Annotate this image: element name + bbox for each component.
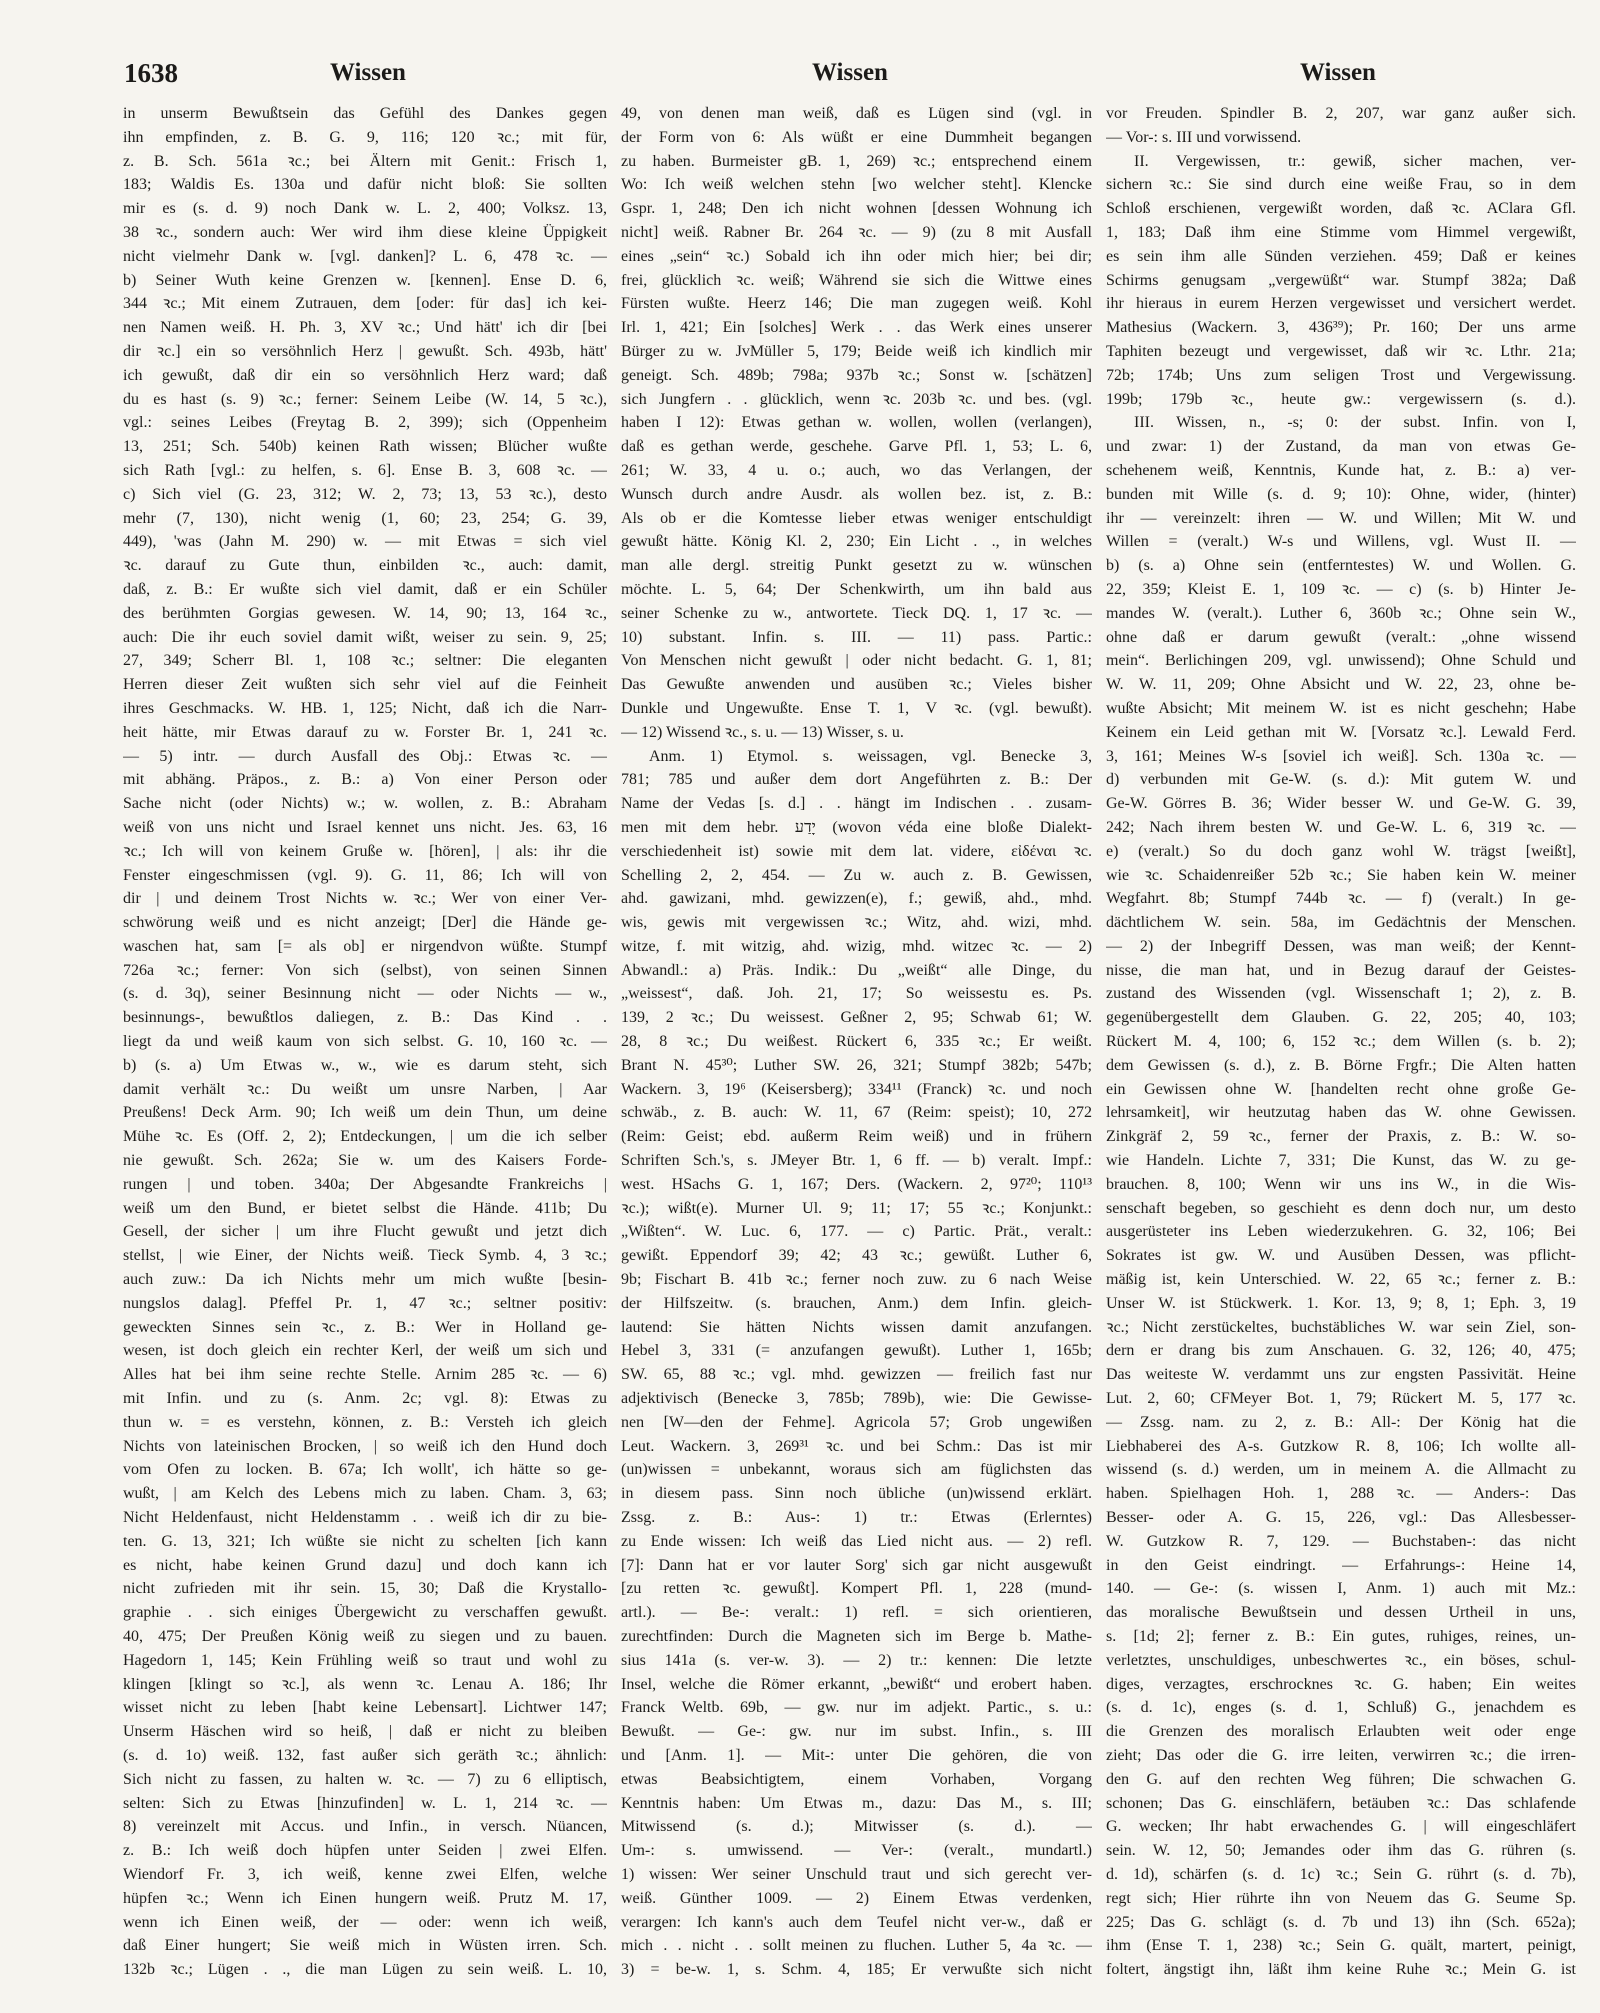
text-line: es sein ihm alle Sünden verziehen. 459; Daß er keines xyxy=(1106,247,1576,265)
text-line: 10) substant. Infin. s. III. — 11) pass. Partic.: xyxy=(621,628,1092,646)
text-line: Wegfahrt. 8b; Stumpf 744b ꝛc. — f) (veralt.) In ge- xyxy=(1106,890,1576,908)
text-line: Von Menschen nicht gewußt | oder nicht bedacht. G. 1, 81; xyxy=(621,652,1092,670)
text-line: witze, f. mit witzig, ahd. wizig, mhd. witzec ꝛc. — 2) xyxy=(621,937,1092,955)
text-line: 49, von denen man weiß, daß es Lügen sind (vgl. in xyxy=(621,105,1092,122)
text-line: du es hast (s. 9) ꝛc.; ferner: Seinem Leibe (W. 14, 5 ꝛc.), xyxy=(123,390,607,408)
page-number: 1638 xyxy=(124,58,178,88)
text-line: 22, 359; Kleist E. 1, 109 ꝛc. — c) (s. b) Hinter Je- xyxy=(1106,580,1576,598)
text-line: (Reim: Geist; ebd. außerm Reim weiß) und in frühern xyxy=(621,1128,1092,1146)
text-line: — Zssg. nam. zu 2, z. B.: All-: Der König hat die xyxy=(1106,1413,1576,1431)
text-line: nicht vielmehr Dank w. [vgl. danken]? L. 6, 478 ꝛc. — xyxy=(123,247,607,265)
text-line: (s. d. 1o) weiß. 132, fast außer sich geräth ꝛc.; ähnlich: xyxy=(123,1746,607,1764)
text-line: Gspr. 1, 248; Den ich nicht wohnen [dessen Wohnung ich xyxy=(621,200,1092,218)
text-line: verschiedenheit ist) sowie mit dem lat. videre, εἰδέναι ꝛc. xyxy=(621,842,1092,860)
text-line: Herren dieser Zeit wußten sich sehr viel auf die Feinheit xyxy=(123,676,607,694)
text-line: Sich nicht zu fassen, zu halten w. ꝛc. — 7) zu 6 elliptisch, xyxy=(123,1770,607,1788)
text-line: vgl.: seines Leibes (Freytag B. 2, 399); sich (Oppenheim xyxy=(123,414,607,432)
text-line: Wo: Ich weiß welchen stehn [wo welcher steht]. Klencke xyxy=(621,176,1092,194)
text-line: foltert, ängstigt ihn, läßt ihm keine Ruhe ꝛc.; Mein G. ist xyxy=(1106,1961,1576,1979)
text-line: gewißt. Eppendorf 39; 42; 43 ꝛc.; gewüßt. Luther 6, xyxy=(621,1247,1092,1265)
text-line: Als ob er die Komtesse lieber etwas weniger entschuldigt xyxy=(621,509,1092,527)
text-line: in unserm Bewußtsein das Gefühl des Dankes gegen xyxy=(123,105,607,122)
text-line: daß es gethan werde, geschehe. Garve Pfl. 1, 53; L. 6, xyxy=(621,438,1092,456)
text-line: d) verbunden mit Ge-W. (s. d.): Mit gutem W. und xyxy=(1106,771,1576,789)
text-line: mäßig ist, kein Unterschied. W. 22, 65 ꝛc.; ferner z. B.: xyxy=(1106,1271,1576,1289)
text-line: lehrsamkeit], wir heutzutag haben das W. ohne Gewissen. xyxy=(1106,1104,1576,1122)
text-line: Fürsten wußte. Heerz 146; Die man zugegen weiß. Kohl xyxy=(621,295,1092,313)
text-line: Mühe ꝛc. Es (Off. 2, 2); Entdeckungen, | um die ich selber xyxy=(123,1128,607,1146)
text-line: sein. W. 12, 50; Jemandes oder ihm das G. rühren (s. xyxy=(1106,1842,1576,1860)
text-line: daß Einer hungert; Sie weiß mich in Wüsten irren. Sch. xyxy=(123,1937,607,1955)
text-line: zieht; Das oder die G. irre leiten, verwirren ꝛc.; die irren- xyxy=(1106,1746,1576,1764)
text-line: schwörung weiß und es nicht anzeigt; [Der] die Hände ge- xyxy=(123,914,607,932)
text-line: Mitwissend (s. d.); Mitwisser (s. d.). — xyxy=(621,1818,1092,1836)
text-line: Zssg. z. B.: Aus-: 1) tr.: Etwas (Erlerntes) xyxy=(621,1509,1092,1527)
text-line: — Vor-: s. III und vorwissend. xyxy=(1106,128,1302,146)
text-line: Leut. Wackern. 3, 269³¹ ꝛc. und bei Schm.: Das ist mir xyxy=(621,1437,1092,1455)
text-line: ahd. gawizani, mhd. gewizzen(e), f.; gewiß, ahd., mhd. xyxy=(621,890,1092,908)
text-line: 1) wissen: Wer seiner Unschuld traut und sich gerecht ver- xyxy=(621,1865,1092,1883)
text-line: ihr — vereinzelt: ihren — W. und Willen; Mit W. und xyxy=(1106,509,1576,527)
text-line: Ge-W. Görres B. 36; Wider besser W. und Ge-W. G. 39, xyxy=(1106,795,1576,813)
text-line: liegt da und weiß kaum von sich selbst. G. 10, 160 ꝛc. — xyxy=(123,1033,607,1051)
text-line: den G. auf den rechten Weg führen; Die schwachen G. xyxy=(1106,1770,1576,1788)
text-line: Taphiten bezeugt und vergewisset, daß wir ꝛc. Lthr. 21a; xyxy=(1106,342,1576,360)
text-line: geneigt. Sch. 489b; 798a; 937b ꝛc.; Sonst w. [schätzen] xyxy=(621,366,1092,384)
text-line: wenn ich Einen weiß, der — oder: wenn ich weiß, xyxy=(123,1913,607,1931)
text-line: Name der Vedas [s. d.] . . hängt im Indischen . . zusam- xyxy=(621,795,1092,813)
text-line: schwäb., z. B. auch: W. 11, 67 (Reim: speist); 10, 272 xyxy=(621,1104,1092,1122)
text-line: — 2) der Inbegriff Dessen, was man weiß; der Kennt- xyxy=(1106,937,1576,955)
text-line: Preußens! Deck Arm. 90; Ich weiß um dein Thun, um deine xyxy=(123,1104,607,1122)
text-line: 38 ꝛc., sondern auch: Wer wird ihm diese kleine Üppigkeit xyxy=(123,223,607,241)
text-line: Fenster eingeschmissen (vgl. 9). G. 11, 86; Ich will von xyxy=(123,866,607,884)
text-line: 199b; 179b ꝛc., heute gw.: vergewissern (s. d.). xyxy=(1106,390,1576,408)
text-line: nungslos dalag]. Pfeffel Pr. 1, 47 ꝛc.; seltner positiv: xyxy=(123,1294,607,1312)
text-line: sichern ꝛc.: Sie sind durch eine weiße Frau, so in dem xyxy=(1106,176,1576,194)
text-line: und zwar: 1) der Zustand, da man von etwas Ge- xyxy=(1106,438,1576,456)
text-line: mit abhäng. Präpos., z. B.: a) Von einer Person oder xyxy=(123,771,607,789)
text-line: daß, z. B.: Er wußte sich viel damit, daß er ein Schüler xyxy=(123,580,607,598)
text-line: z. B. Sch. 561a ꝛc.; bei Ältern mit Genit.: Frisch 1, xyxy=(123,152,607,170)
text-line: regt sich; Hier rührte ihn von Neuem das G. Seume Sp. xyxy=(1106,1889,1576,1907)
text-line: Hebel 3, 331 (= anzufangen gewußt). Luther 1, 165b; xyxy=(621,1342,1092,1360)
text-column-middle xyxy=(621,102,1092,1982)
text-line: wis, gewis mit vergewissen ꝛc.; Witz, ahd. wizi, mhd. xyxy=(621,914,1092,932)
text-line: Schloß erschienen, vergewißt worden, daß ꝛc. AClara Gfl. xyxy=(1106,200,1576,218)
text-line: 183; Waldis Es. 130a und dafür nicht bloß: Sie sollten xyxy=(123,176,607,194)
text-line: III. Wissen, n., -s; 0: der subst. Infin. von I, xyxy=(1134,414,1576,432)
text-line: schehenem weiß, Kenntnis, Kunde hat, z. B.: a) ver- xyxy=(1106,461,1576,479)
text-line: frei, glücklich ꝛc. weiß; Während sie sich die Wittwe eines xyxy=(621,271,1092,289)
text-line: klingen [klingt so ꝛc.], als wenn ꝛc. Lenau A. 186; Ihr xyxy=(123,1675,607,1693)
text-line: Lut. 2, 60; CFMeyer Bot. 1, 79; Rückert M. 5, 177 ꝛc. xyxy=(1106,1390,1576,1408)
text-line: ꝛc.; Nicht zerstückeltes, buchstäbliches W. war sein Ziel, son- xyxy=(1106,1318,1576,1336)
text-line: ich gewußt, daß dir ein so versöhnlich Herz ward; daß xyxy=(123,366,607,384)
text-line: zurechtfinden: Durch die Magneten sich im Berge b. Mathe- xyxy=(621,1628,1092,1645)
text-line: Wunsch durch andre Ausdr. als wollen bez. ist, z. B.: xyxy=(621,485,1092,503)
text-line: Unser W. ist Stückwerk. 1. Kor. 13, 9; 8, 1; Eph. 3, 19 xyxy=(1106,1294,1576,1312)
text-line: hüpfen ꝛc.; Wenn ich Einen hungern weiß. Prutz M. 17, xyxy=(123,1889,607,1907)
text-line: dächtlichem W. sein. 58a, im Gedächtnis der Menschen. xyxy=(1106,914,1576,932)
text-line: zu haben. Burmeister gB. 1, 269) ꝛc.; entsprechend einem xyxy=(621,152,1092,170)
text-line: haben. Spielhagen Hoh. 1, 288 ꝛc. — Anders-: Das xyxy=(1106,1485,1576,1503)
text-line: — 5) intr. — durch Ausfall des Obj.: Etwas ꝛc. — xyxy=(123,747,607,765)
text-line: nie gewußt. Sch. 262a; Sie w. um des Kaisers Forde- xyxy=(123,1152,607,1170)
text-line: vor Freuden. Spindler B. 2, 207, war ganz außer sich. xyxy=(1106,105,1576,122)
text-line: sich Jungfern . . glücklich, wenn ꝛc. 203b ꝛc. und bes. (vgl. xyxy=(621,390,1092,408)
text-line: mich . . nicht . . sollt meinen zu fluchen. Luther 5, 4a ꝛc. — xyxy=(621,1937,1092,1955)
text-line: wissend (s. d.) werden, um in meinem A. die Allmacht zu xyxy=(1106,1461,1576,1479)
text-line: „Wißten“. W. Luc. 6, 177. — c) Partic. Prät., veralt.: xyxy=(621,1223,1092,1241)
text-line: Besser- oder A. G. 15, 226, vgl.: Das Allesbesser- xyxy=(1106,1509,1576,1527)
text-line: Wackern. 3, 19⁶ (Keisersberg); 334¹¹ (Franck) ꝛc. und noch xyxy=(621,1080,1092,1098)
text-line: nen Namen weiß. H. Ph. 3, XV ꝛc.; Und hätt' ich dir [bei xyxy=(123,319,607,337)
text-line: etwas Beabsichtigtem, einem Vorhaben, Vorgang xyxy=(621,1770,1092,1788)
text-line: W. Gutzkow R. 7, 129. — Buchstaben-: das nicht xyxy=(1106,1532,1576,1550)
text-line: brauchen. 8, 100; Wenn wir uns ins W., in die Wis- xyxy=(1106,1175,1576,1193)
text-line: Schirms genugsam „vergewüßt“ war. Stumpf 382a; Daß xyxy=(1106,271,1576,289)
text-line: verletztes, unschuldiges, unbeschwertes ꝛc., ein böses, schul- xyxy=(1106,1651,1576,1669)
text-line: dir ꝛc.] ein so versöhnlich Herz | gewußt. Sch. 493b, hätt' xyxy=(123,342,607,360)
text-line: wußte Absicht; Mit meinem W. ist es nicht geschehn; Habe xyxy=(1106,699,1576,717)
text-line: Abwandl.: a) Präs. Indik.: Du „weißt“ alle Dinge, du xyxy=(621,961,1092,979)
text-line: zustand des Wissenden (vgl. Wissenschaft 1; 2), z. B. xyxy=(1106,985,1576,1003)
text-line: Franck Weltb. 69b, — gw. nur im adjekt. Partic., s. u.: xyxy=(621,1699,1092,1717)
text-line: besinnungs-, bewußtlos daliegen, z. B.: Das Kind . . xyxy=(123,1009,607,1027)
text-line: (s. d. 3q), seiner Besinnung nicht — oder Nichts — w., xyxy=(123,985,607,1003)
text-line: mandes W. (veralt.). Luther 6, 360b ꝛc.; Ohne sein W., xyxy=(1106,604,1576,622)
text-line: 72b; 174b; Uns zum seligen Trost und Vergewissung. xyxy=(1106,366,1576,384)
text-line: west. HSachs G. 1, 167; Ders. (Wackern. 2, 97²⁰; 110¹³ xyxy=(621,1175,1092,1193)
text-line: 781; 785 und außer dem dort Angeführten z. B.: Der xyxy=(621,771,1092,789)
text-line: eines „sein“ ꝛc.) Sobald ich ihn oder mich hier; bei dir; xyxy=(621,247,1092,265)
text-line: b) (s. a) Ohne sein (entferntestes) W. und Wollen. G. xyxy=(1106,557,1576,575)
text-line: wesen, ist doch gleich ein rechter Kerl, der weiß um sich und xyxy=(123,1342,607,1360)
text-line: Wiendorf Fr. 3, ich weiß, kenne zwei Elfen, welche xyxy=(123,1865,607,1883)
text-line: graphie . . sich einiges Übergewicht zu verschaffen gewußt. xyxy=(123,1604,607,1622)
text-line: in diesem pass. Sinn noch übliche (un)wissend erklärt. xyxy=(621,1485,1092,1503)
text-line: Dunkle und Ungewußte. Ense T. 1, V ꝛc. (vgl. bewußt). xyxy=(621,699,1092,717)
text-line: ausgerüsteter ins Leben wiederzukehren. G. 32, 106; Bei xyxy=(1106,1223,1576,1241)
text-line: waschen hat, sam [= als ob] er nirgendvon wüßte. Stumpf xyxy=(123,937,607,955)
running-head-left: Wissen xyxy=(330,59,406,86)
text-column-right xyxy=(1106,102,1576,1982)
text-line: gewußt hätte. König Kl. 2, 230; Ein Licht . ., in welches xyxy=(621,533,1092,551)
text-line: 344 ꝛc.; Mit einem Zutrauen, dem [oder: für das] ich kei- xyxy=(123,295,607,313)
text-line: (s. d. 1c), enges (s. d. 1, Schluß) G., jenachdem es xyxy=(1106,1699,1576,1717)
text-line: 27, 349; Scherr Bl. 1, 108 ꝛc.; seltner: Die eleganten xyxy=(123,652,607,670)
text-line: sich Rath [vgl.: zu helfen, s. 6]. Ense B. 3, 608 ꝛc. — xyxy=(123,461,607,479)
text-line: Schelling 2, 2, 454. — Zu w. auch z. B. Gewissen, xyxy=(621,866,1092,884)
running-head-right: Wissen xyxy=(1300,59,1376,86)
text-line: Um-: s. umwissend. — Ver-: (veralt., mundartl.) xyxy=(621,1842,1092,1860)
text-line: der Hilfszeitw. (s. brauchen, Anm.) dem Infin. gleich- xyxy=(621,1294,1092,1312)
text-line: mehr (7, 130), nicht wenig (1, 60; 23, 254; G. 39, xyxy=(123,509,607,527)
text-line: ihr hieraus in eurem Herzen vergewisset und versichert werdet. xyxy=(1106,295,1576,313)
text-line: d. 1d), schärfen (s. d. 1c) ꝛc.; Sein G. rührt (s. d. 7b), xyxy=(1106,1865,1576,1883)
text-line: nisse, die man hat, und in Bezug darauf der Geistes- xyxy=(1106,961,1576,979)
text-line: auch zuw.: Da ich Nichts mehr um mich wußte [besin- xyxy=(123,1271,607,1289)
text-line: ꝛc. darauf zu Gute thun, einbilden ꝛc., auch: damit, xyxy=(123,557,607,575)
text-line: ein Gewissen ohne W. [handelten recht ohne große Ge- xyxy=(1106,1080,1576,1098)
text-line: Nicht Heldenfaust, nicht Heldenstamm . . weiß ich dir zu bie- xyxy=(123,1509,607,1527)
text-line: Bürger zu w. JvMüller 5, 179; Beide weiß ich kindlich mir xyxy=(621,342,1092,360)
text-line: — 12) Wissend ꝛc., s. u. — 13) Wisser, s. u. xyxy=(621,723,904,741)
text-line: b) Seiner Wuth keine Grenzen w. [kennen]. Ense D. 6, xyxy=(123,271,607,289)
text-line: nen [W—den der Fehme]. Agricola 57; Grob ungewißen xyxy=(621,1413,1092,1431)
text-line: Sokrates ist gw. W. und Ausüben Dessen, was pflicht- xyxy=(1106,1247,1576,1265)
text-line: Irl. 1, 421; Ein [solches] Werk . . das Werk eines unserer xyxy=(621,319,1092,337)
text-line: auch: Die ihr euch soviel damit wißt, weiser zu sein. 9, 25; xyxy=(123,628,607,646)
text-line: Nichts von lateinischen Brocken, | so weiß ich den Hund doch xyxy=(123,1437,607,1455)
text-line: weiß von uns nicht und Israel kennet uns nicht. Jes. 63, 16 xyxy=(123,818,607,836)
text-line: senschaft begeben, so geschieht es denn doch nur, um desto xyxy=(1106,1199,1576,1217)
text-line: wie Handeln. Lichte 7, 331; Die Kunst, das W. zu ge- xyxy=(1106,1152,1576,1170)
text-line: wußt, | am Kelch des Lebens mich zu laben. Cham. 3, 63; xyxy=(123,1485,607,1503)
text-line: Liebhaberei des A-s. Gutzkow R. 8, 106; Ich wollte all- xyxy=(1106,1437,1576,1455)
text-line: wie ꝛc. Schaidenreißer 52b ꝛc.; Sie haben kein W. meiner xyxy=(1106,866,1576,884)
text-line: 13, 251; Sch. 540b) keinen Rath wissen; Blücher wußte xyxy=(123,438,607,456)
text-line: 242; Nach ihrem besten W. und Ge-W. L. 6, 319 ꝛc. — xyxy=(1106,818,1576,836)
text-line: man alle dergl. streitig Punkt gesetzt zu w. wünschen xyxy=(621,557,1092,575)
text-line: 8) vereinzelt mit Accus. und Infin., in versch. Nüancen, xyxy=(123,1818,607,1836)
text-line: (un)wissen = unbekannt, woraus sich am füglichsten das xyxy=(621,1461,1092,1479)
text-line: ihn empfinden, z. B. G. 9, 116; 120 ꝛc.; mit für, xyxy=(123,128,607,146)
text-line: 1, 183; Daß ihm eine Stimme vom Himmel vergewißt, xyxy=(1106,223,1576,241)
text-line: Brant N. 45³⁰; Luther SW. 26, 321; Stumpf 382b; 547b; xyxy=(621,1056,1092,1074)
text-line: [zu retten ꝛc. gewußt]. Kompert Pfl. 1, 228 (mund- xyxy=(621,1580,1092,1598)
text-line: heit hätte, mir Etwas darauf zu w. Forster Br. 1, 241 ꝛc. xyxy=(123,723,607,741)
text-line: stellst, | wie Einer, der Nichts weiß. Tieck Symb. 4, 3 ꝛc.; xyxy=(123,1247,607,1265)
text-line: men mit dem hebr. יָדַע (wovon véda eine bloße Dialekt- xyxy=(621,818,1092,836)
text-line: Bewußt. — Ge-: gw. nur im subst. Infin., s. III xyxy=(621,1723,1092,1741)
text-line: 3) = be-w. 1, s. Schm. 4, 185; Er verwußte sich nicht xyxy=(621,1961,1092,1979)
text-line: G. wecken; Ihr habt erwachendes G. | will eingeschläfert xyxy=(1106,1818,1576,1836)
text-line: ꝛc.; Ich will von keinem Gruße w. [hören], | als: ihr die xyxy=(123,842,607,860)
text-line: rungen | und toben. 340a; Der Abgesandte Frankreichs | xyxy=(123,1175,607,1193)
text-line: ohne daß er darum gewußt (veralt.: „ohne wissend xyxy=(1106,628,1576,646)
text-line: ihm (Ense T. 1, 238) ꝛc.; Sein G. quält, martert, peinigt, xyxy=(1106,1937,1576,1955)
text-line: ten. G. 13, 321; Ich wüßte sie nicht zu schelten [ich kann xyxy=(123,1532,607,1550)
text-line: SW. 65, 88 ꝛc.; vgl. mhd. gewizzen — freilich fast nur xyxy=(621,1366,1092,1384)
text-line: haben I 12): Etwas gethan w. wollen, wollen (verlangen), xyxy=(621,414,1092,432)
text-line: W. W. 11, 209; Ohne Absicht und W. 22, 23, ohne be- xyxy=(1106,676,1576,694)
text-line: geweckten Sinnes sein ꝛc., z. B.: Wer in Holland ge- xyxy=(123,1318,607,1336)
text-line: Zinkgräf 2, 59 ꝛc., ferner der Praxis, z. B.: W. so- xyxy=(1106,1128,1576,1146)
text-line: selten: Sich zu Etwas [hinzufinden] w. L. 1, 214 ꝛc. — xyxy=(123,1794,607,1812)
text-line: artl.). — Be-: veralt.: 1) refl. = sich orientieren, xyxy=(621,1604,1092,1622)
text-line: wisset nicht zu leben [habt keine Lebensart]. Lichtwer 147; xyxy=(123,1699,607,1717)
text-line: seiner Schenke zu w., antwortete. Tieck DQ. 1, 17 ꝛc. — xyxy=(621,604,1092,622)
text-line: 449), 'was (Jahn M. 290) w. — mit Etwas = sich viel xyxy=(123,533,607,551)
text-line: Unserm Häschen wird so heiß, | daß er nicht zu bleiben xyxy=(123,1723,607,1741)
text-line: mir es (s. d. 9) noch Dank w. L. 2, 400; Volksz. 13, xyxy=(123,200,607,218)
text-line: in den Geist eindringt. — Erfahrungs-: Heine 14, xyxy=(1106,1556,1576,1574)
text-line: 726a ꝛc.; ferner: Von sich (selbst), von seinen Sinnen xyxy=(123,961,607,979)
text-line: [7]: Dann hat er vor lauter Sorg' sich gar nicht ausgewußt xyxy=(621,1556,1092,1574)
text-line: nicht] weiß. Rabner Br. 264 ꝛc. — 9) (zu 8 mit Ausfall xyxy=(621,223,1092,241)
text-line: Kenntnis haben: Um Etwas m., dazu: Das M., s. III; xyxy=(621,1794,1092,1812)
text-column-left xyxy=(123,102,607,1982)
text-line: 28, 8 ꝛc.; Du weißest. Rückert 6, 335 ꝛc.; Er weißt. xyxy=(621,1033,1092,1051)
text-line: des berühmten Gorgias gewesen. W. 14, 90; 13, 164 ꝛc., xyxy=(123,604,607,622)
text-line: 140. — Ge-: (s. wissen I, Anm. 1) auch mit Mz.: xyxy=(1106,1580,1576,1598)
text-line: Gesell, der sicher | um ihre Flucht gewußt und jetzt dich xyxy=(123,1223,607,1241)
text-line: thun w. = es verstehn, können, z. B.: Versteh ich gleich xyxy=(123,1413,607,1431)
text-line: gegenübergestellt dem Glauben. G. 22, 205; 40, 103; xyxy=(1106,1009,1576,1027)
text-line: Das Gewußte anwenden und ausüben ꝛc.; Vieles bisher xyxy=(621,676,1092,694)
text-line: b) (s. a) Um Etwas w., w., wie es darum steht, sich xyxy=(123,1056,607,1074)
text-line: „weissest“, daß. Joh. 21, 17; So weissestu es. Ps. xyxy=(621,985,1092,1003)
text-line: damit verhält ꝛc.: Du weißt um unsre Narben, | Aar xyxy=(123,1080,607,1098)
text-line: adjektivisch (Benecke 3, 785b; 789b), wie: Die Gewisse- xyxy=(621,1390,1092,1408)
running-head-center: Wissen xyxy=(812,59,888,86)
text-line: Alles hat bei ihm seine rechte Stelle. Arnim 285 ꝛc. — 6) xyxy=(123,1366,607,1384)
text-line: II. Vergewissen, tr.: gewiß, sicher machen, ver- xyxy=(1134,152,1576,170)
text-line: weiß um den Bund, er bietet selbst die Hände. 411b; Du xyxy=(123,1199,607,1217)
text-line: ꝛc.); wißt(e). Murner Ul. 9; 11; 17; 55 ꝛc.; Konjunkt.: xyxy=(621,1199,1092,1217)
text-line: die Grenzen des moralisch Erlaubten weit oder enge xyxy=(1106,1723,1576,1741)
text-line: 261; W. 33, 4 u. o.; auch, wo das Verlangen, der xyxy=(621,461,1092,479)
text-line: bunden mit Wille (s. d. 9; 10): Ohne, wider, (hinter) xyxy=(1106,485,1576,503)
text-line: dir | und deinem Trost Nichts w. ꝛc.; Wer von einer Ver- xyxy=(123,890,607,908)
text-line: 139, 2 ꝛc.; Du weissest. Geßner 2, 95; Schwab 61; W. xyxy=(621,1009,1092,1027)
text-line: dem Gewissen (s. d.), z. B. Börne Frgfr.; Die Alten hatten xyxy=(1106,1056,1576,1074)
text-line: Mathesius (Wackern. 3, 436³⁹); Pr. 160; Der uns arme xyxy=(1106,319,1576,337)
text-line: nicht zufrieden mit ihr sein. 15, 30; Daß die Krystallo- xyxy=(123,1580,607,1598)
text-line: zu Ende wissen: Ich weiß das Lied nicht aus. — 2) refl. xyxy=(621,1532,1092,1550)
text-line: Sache nicht (oder Nichts) w.; w. wollen, z. B.: Abraham xyxy=(123,795,607,813)
text-line: der Form von 6: Als wüßt er eine Dummheit begangen xyxy=(621,128,1092,146)
text-line: Das weiteste W. verdammt uns zur engsten Passivität. Heine xyxy=(1106,1366,1576,1384)
text-line: Schriften Sch.'s, s. JMeyer Btr. 1, 6 ff. — b) veralt. Impf.: xyxy=(621,1152,1092,1170)
text-line: 3, 161; Meines W-s [soviel ich weiß]. Sch. 130a ꝛc. — xyxy=(1106,747,1576,765)
text-line: Willen = (veralt.) W-s und Willens, vgl. Wust II. — xyxy=(1106,533,1576,551)
text-line: e) (veralt.) So du doch ganz wohl W. trägst [weißt], xyxy=(1106,842,1576,860)
text-line: Hagedorn 1, 145; Kein Frühling weiß so traut und wohl zu xyxy=(123,1651,607,1669)
text-line: 132b ꝛc.; Lügen . ., die man Lügen zu sein weiß. L. 10, xyxy=(123,1961,607,1979)
text-line: vom Ofen zu locken. B. 67a; Ich wollt', ich hätte so ge- xyxy=(123,1461,607,1479)
text-line: Insel, welche die Römer erkannt, „bewißt“ und erobert haben. xyxy=(621,1675,1092,1693)
text-line: sius 141a (s. ver-w. 3). — 2) tr.: kennen: Die letzte xyxy=(621,1651,1092,1669)
text-line: z. B.: Ich weiß doch hüpfen unter Seiden | zwei Elfen. xyxy=(123,1842,607,1860)
text-line: 9b; Fischart B. 41b ꝛc.; ferner noch zuw. zu 6 nach Weise xyxy=(621,1271,1092,1289)
text-line: verargen: Ich kann's auch dem Teufel nicht ver-w., daß er xyxy=(621,1913,1092,1931)
text-line: mein“. Berlichingen 209, vgl. unwissend); Ohne Schuld und xyxy=(1106,652,1576,670)
text-line: schonen; Das G. einschläfern, betäuben ꝛc.: Das schlafende xyxy=(1106,1794,1576,1812)
text-line: ihres Geschmacks. W. HB. 1, 125; Nicht, daß ich die Narr- xyxy=(123,699,607,717)
text-line: Keinem ein Leid gethan mit W. [Vorsatz ꝛc.]. Lewald Ferd. xyxy=(1106,723,1576,741)
text-line: mit Infin. und zu (s. Anm. 2c; vgl. 8): Etwas zu xyxy=(123,1390,607,1408)
text-line: c) Sich viel (G. 23, 312; W. 2, 73; 13, 53 ꝛc.), desto xyxy=(123,485,607,503)
text-line: das moralische Bewußtsein und dessen Urtheil in uns, xyxy=(1106,1604,1576,1622)
text-line: Rückert M. 4, 100; 6, 152 ꝛc.; dem Willen (s. b. 2); xyxy=(1106,1033,1576,1051)
text-line: dern er drang bis zum Anschauen. G. 32, 126; 40, 475; xyxy=(1106,1342,1576,1360)
text-line: Anm. 1) Etymol. s. weissagen, vgl. Benecke 3, xyxy=(649,747,1092,765)
text-line: möchte. L. 5, 64; Der Schenkwirth, um ihn bald aus xyxy=(621,580,1092,598)
text-line: und [Anm. 1]. — Mit-: unter Die gehören, die von xyxy=(621,1746,1092,1764)
text-line: weiß. Günther 1009. — 2) Einem Etwas verdenken, xyxy=(621,1889,1092,1907)
text-line: 40, 475; Der Preußen König weiß zu siegen und zu bauen. xyxy=(123,1628,607,1645)
text-line: lautend: Sie hätten Nichts wissen damit anzufangen. xyxy=(621,1318,1092,1336)
text-line: s. [1d; 2]; ferner z. B.: Ein gutes, ruhiges, reines, un- xyxy=(1106,1628,1576,1645)
text-line: es nicht, habe keinen Grund dazu] und doch kann ich xyxy=(123,1556,607,1574)
text-line: diges, verzagtes, erschrocknes ꝛc. G. haben; Ein weites xyxy=(1106,1675,1576,1693)
text-line: 225; Das G. schlägt (s. d. 7b und 13) ihn (Sch. 652a); xyxy=(1106,1913,1576,1931)
